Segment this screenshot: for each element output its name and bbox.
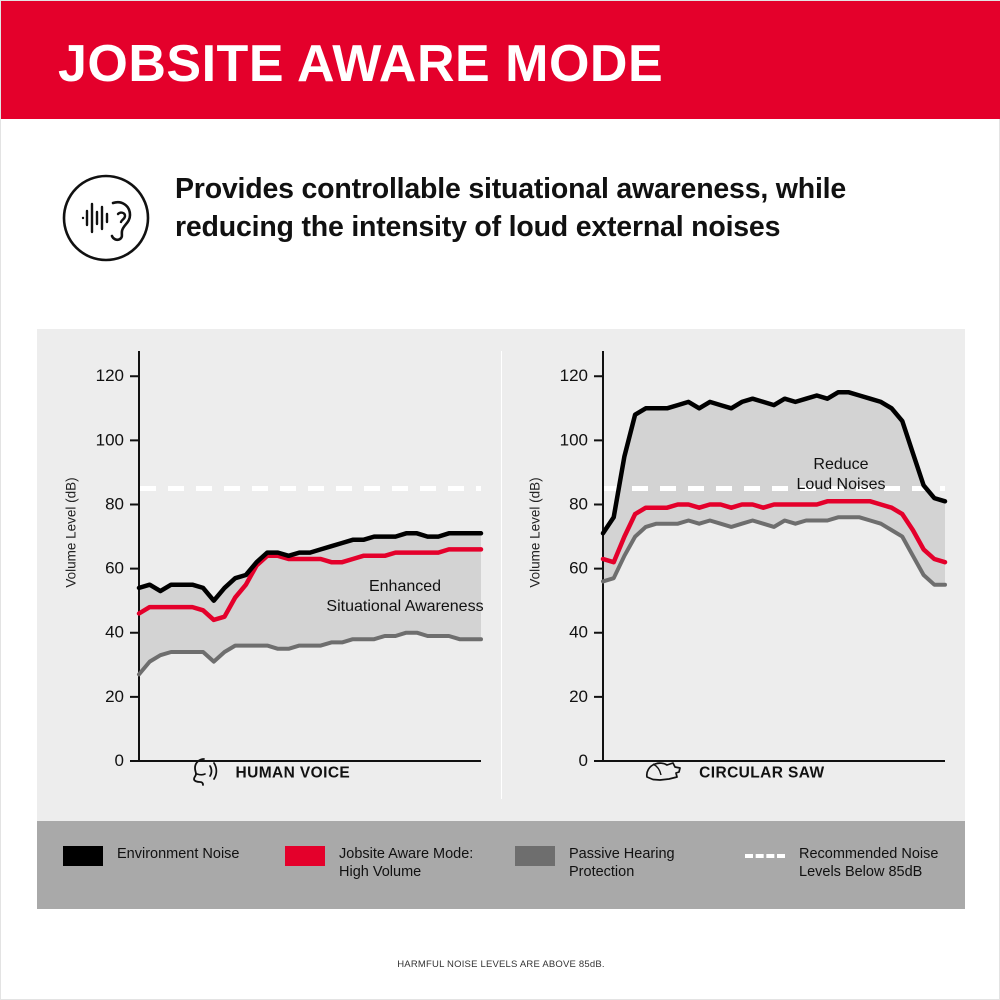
chart-1-caption [501,756,965,791]
charts-panel [37,329,965,821]
chart-0-ytick-40: 40 [105,622,124,642]
chart-1-ytick-120: 120 [559,366,588,386]
chart-0-ytick-120: 120 [95,366,124,386]
chart-0-title: HUMAN VOICE [235,764,351,782]
subheadline-line-1: Provides controllable situational awareness, while [175,173,847,205]
legend [37,821,965,909]
chart-1-ytick-40: 40 [569,622,588,642]
legend-label-environment-noise: Environment Noise [117,846,240,862]
chart-human-voice [37,329,501,821]
legend-swatch-jobsite-aware-mode [285,846,325,866]
chart-circular-saw [501,329,965,821]
legend-item-passive-hearing-protection [515,821,745,909]
chart-1-ytick-0: 0 [578,751,588,770]
circular-saw-icon [641,773,690,790]
chart-0-ytick-0: 0 [114,751,124,770]
chart-0-annotation-line-2: Situational Awareness [326,598,484,615]
subheadline-text [175,171,846,247]
header-banner [1,1,1000,119]
chart-1-ytick-100: 100 [559,430,588,450]
legend-swatch-recommended-levels [745,854,785,858]
chart-1-ytick-60: 60 [569,558,588,578]
legend-item-jobsite-aware-mode [285,821,515,909]
subheadline [61,171,951,263]
chart-0-caption [37,756,501,791]
chart-0-annotation-line-1: Enhanced [368,578,442,595]
chart-1-annotation-line-2: Loud Noises [796,476,886,493]
chart-0-ytick-60: 60 [105,558,124,578]
talking-head-icon [188,773,227,790]
chart-0-ytick-20: 20 [105,686,124,706]
chart-0-plot [37,329,501,821]
chart-1-ytick-20: 20 [569,686,588,706]
legend-item-environment-noise [37,821,285,909]
legend-label-passive-hearing-protection: Passive Hearing Protection [569,846,675,881]
chart-1-annotation-line-1: Reduce [813,456,869,473]
chart-0-ytick-80: 80 [105,494,124,514]
chart-0-y-axis-label: Volume Level (dB) [63,477,79,588]
legend-swatch-environment-noise [63,846,103,866]
chart-1-y-axis-label: Volume Level (dB) [527,477,543,588]
chart-0-ytick-100: 100 [95,430,124,450]
page-title: JOBSITE AWARE MODE [58,35,664,93]
chart-1-plot [501,329,965,821]
ear-soundwave-icon [61,173,151,263]
subheadline-line-2: reducing the intensity of loud external noises [175,210,781,243]
legend-item-recommended-levels [745,821,965,909]
footnote: HARMFUL NOISE LEVELS ARE ABOVE 85dB. [397,959,605,970]
chart-1-ytick-80: 80 [569,494,588,514]
legend-label-recommended-levels: Recommended Noise Levels Below 85dB [799,846,939,881]
legend-label-jobsite-aware-mode: Jobsite Aware Mode: High Volume [339,846,474,881]
chart-1-title: CIRCULAR SAW [699,764,825,782]
legend-swatch-passive-hearing-protection [515,846,555,866]
